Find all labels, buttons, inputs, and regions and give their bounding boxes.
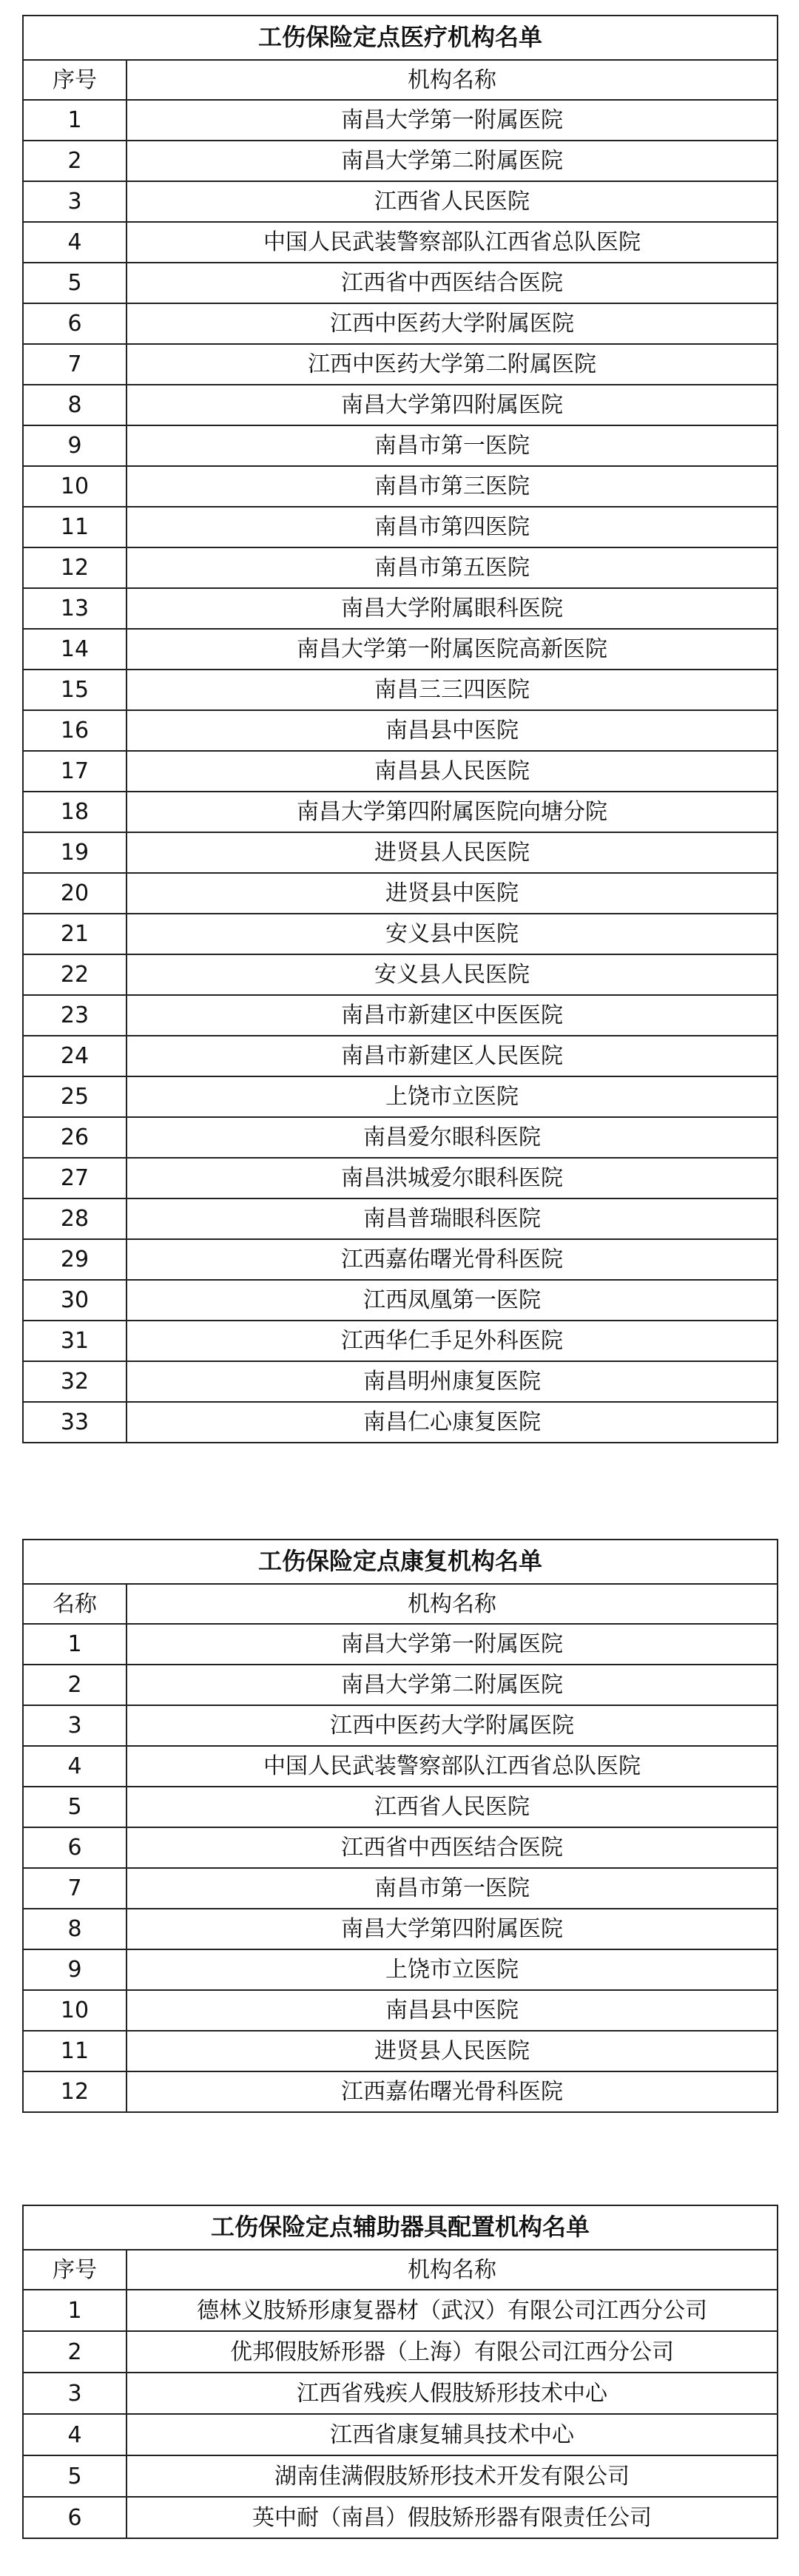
table-row — [23, 1076, 778, 1117]
row-number: 14 — [23, 629, 127, 670]
row-number: 7 — [23, 344, 127, 385]
row-number: 10 — [23, 1990, 127, 2031]
row-number: 7 — [23, 1868, 127, 1909]
table-row — [23, 2373, 778, 2414]
row-number: 30 — [23, 1280, 127, 1321]
institution-name: 进贤县人民医院 — [127, 2031, 778, 2071]
row-number: 2 — [23, 141, 127, 181]
institution-name: 南昌大学第四附属医院 — [127, 1909, 778, 1949]
table-row — [23, 1117, 778, 1158]
table-row — [23, 954, 778, 995]
institution-name: 安义县中医院 — [127, 914, 778, 954]
row-number: 15 — [23, 670, 127, 710]
table-row — [23, 670, 778, 710]
institution-name: 江西省残疾人假肢矫形技术中心 — [127, 2373, 778, 2414]
row-number: 19 — [23, 832, 127, 873]
table-row — [23, 588, 778, 629]
rehab-institutions-table — [22, 1539, 778, 2113]
row-number: 4 — [23, 2414, 127, 2455]
row-number: 25 — [23, 1076, 127, 1117]
row-number: 5 — [23, 2455, 127, 2497]
table-row — [23, 1361, 778, 1402]
institution-name: 江西中医药大学第二附属医院 — [127, 344, 778, 385]
row-number: 9 — [23, 425, 127, 466]
row-number: 1 — [23, 1624, 127, 1665]
table-row — [23, 1624, 778, 1665]
institution-name: 进贤县人民医院 — [127, 832, 778, 873]
table-row — [23, 1990, 778, 2031]
institution-name: 江西省中西医结合医院 — [127, 263, 778, 303]
table-row — [23, 1280, 778, 1321]
table-row — [23, 751, 778, 792]
row-number: 9 — [23, 1949, 127, 1990]
table-row — [23, 263, 778, 303]
table-row — [23, 2031, 778, 2071]
institution-name: 湖南佳满假肢矫形技术开发有限公司 — [127, 2455, 778, 2497]
table-row — [23, 2497, 778, 2538]
institution-name: 南昌大学第二附属医院 — [127, 1665, 778, 1705]
institution-name: 进贤县中医院 — [127, 873, 778, 914]
table-row — [23, 181, 778, 222]
assistive-institutions-table — [22, 2205, 778, 2539]
row-number: 28 — [23, 1198, 127, 1239]
header-num: 名称 — [23, 1584, 127, 1624]
table-row — [23, 303, 778, 344]
row-number: 3 — [23, 2373, 127, 2414]
row-number: 3 — [23, 1705, 127, 1746]
institution-name: 南昌大学第四附属医院向塘分院 — [127, 792, 778, 832]
institution-name: 江西凤凰第一医院 — [127, 1280, 778, 1321]
table-row — [23, 1036, 778, 1076]
institution-name: 德林义肢矫形康复器材（武汉）有限公司江西分公司 — [127, 2290, 778, 2331]
row-number: 2 — [23, 1665, 127, 1705]
institution-name: 南昌县中医院 — [127, 710, 778, 751]
table-row — [23, 1746, 778, 1787]
institution-name: 南昌大学第一附属医院 — [127, 100, 778, 141]
row-number: 26 — [23, 1117, 127, 1158]
institution-name: 南昌市新建区中医医院 — [127, 995, 778, 1036]
row-number: 10 — [23, 466, 127, 507]
table-row — [23, 507, 778, 547]
table-row — [23, 792, 778, 832]
medical-table-title: 工伤保险定点医疗机构名单 — [23, 16, 778, 60]
institution-name: 上饶市立医院 — [127, 1949, 778, 1990]
institution-name: 江西中医药大学附属医院 — [127, 303, 778, 344]
table-row — [23, 1705, 778, 1746]
institution-name: 南昌大学第一附属医院高新医院 — [127, 629, 778, 670]
row-number: 6 — [23, 2497, 127, 2538]
table-row — [23, 1827, 778, 1868]
row-number: 12 — [23, 547, 127, 588]
table-row — [23, 425, 778, 466]
table-row — [23, 385, 778, 425]
row-number: 4 — [23, 1746, 127, 1787]
institution-name: 江西省中西医结合医院 — [127, 1827, 778, 1868]
institution-name: 南昌市新建区人民医院 — [127, 1036, 778, 1076]
table-row — [23, 466, 778, 507]
table-row — [23, 873, 778, 914]
row-number: 3 — [23, 181, 127, 222]
row-number: 2 — [23, 2331, 127, 2373]
institution-name: 安义县人民医院 — [127, 954, 778, 995]
row-number: 6 — [23, 303, 127, 344]
table-row — [23, 914, 778, 954]
institution-name: 南昌大学附属眼科医院 — [127, 588, 778, 629]
table-row — [23, 1868, 778, 1909]
table-row — [23, 832, 778, 873]
row-number: 22 — [23, 954, 127, 995]
header-num: 序号 — [23, 2250, 127, 2290]
row-number: 8 — [23, 385, 127, 425]
header-num: 序号 — [23, 60, 127, 100]
institution-name: 上饶市立医院 — [127, 1076, 778, 1117]
institution-name: 南昌市第四医院 — [127, 507, 778, 547]
table-row — [23, 995, 778, 1036]
assistive-institutions-table-wrap — [22, 2205, 777, 2539]
row-number: 11 — [23, 2031, 127, 2071]
institution-name: 江西嘉佑曙光骨科医院 — [127, 1239, 778, 1280]
institution-name: 南昌大学第一附属医院 — [127, 1624, 778, 1665]
row-number: 18 — [23, 792, 127, 832]
institution-name: 英中耐（南昌）假肢矫形器有限责任公司 — [127, 2497, 778, 2538]
header-name: 机构名称 — [127, 2250, 778, 2290]
table-row — [23, 2290, 778, 2331]
institution-name: 南昌市第一医院 — [127, 1868, 778, 1909]
institution-name: 南昌县中医院 — [127, 1990, 778, 2031]
institution-name: 江西华仁手足外科医院 — [127, 1321, 778, 1361]
row-number: 8 — [23, 1909, 127, 1949]
row-number: 5 — [23, 263, 127, 303]
table-row — [23, 1909, 778, 1949]
header-name: 机构名称 — [127, 1584, 778, 1624]
medical-institutions-table — [22, 15, 778, 1443]
row-number: 29 — [23, 1239, 127, 1280]
institution-name: 江西嘉佑曙光骨科医院 — [127, 2071, 778, 2112]
row-number: 1 — [23, 100, 127, 141]
row-number: 31 — [23, 1321, 127, 1361]
rehab-table-title: 工伤保险定点康复机构名单 — [23, 1540, 778, 1584]
table-row — [23, 141, 778, 181]
institution-name: 江西中医药大学附属医院 — [127, 1705, 778, 1746]
row-number: 27 — [23, 1158, 127, 1198]
table-row — [23, 2414, 778, 2455]
row-number: 12 — [23, 2071, 127, 2112]
institution-name: 南昌三三四医院 — [127, 670, 778, 710]
row-number: 5 — [23, 1787, 127, 1827]
row-number: 24 — [23, 1036, 127, 1076]
row-number: 16 — [23, 710, 127, 751]
row-number: 1 — [23, 2290, 127, 2331]
row-number: 17 — [23, 751, 127, 792]
table-row — [23, 710, 778, 751]
table-row — [23, 547, 778, 588]
row-number: 13 — [23, 588, 127, 629]
row-number: 23 — [23, 995, 127, 1036]
institution-name: 优邦假肢矫形器（上海）有限公司江西分公司 — [127, 2331, 778, 2373]
table-row — [23, 2455, 778, 2497]
institution-name: 南昌洪城爱尔眼科医院 — [127, 1158, 778, 1198]
institution-name: 南昌大学第二附属医院 — [127, 141, 778, 181]
institution-name: 南昌市第一医院 — [127, 425, 778, 466]
table-row — [23, 629, 778, 670]
institution-name: 中国人民武装警察部队江西省总队医院 — [127, 222, 778, 263]
institution-name: 南昌县人民医院 — [127, 751, 778, 792]
table-row — [23, 1321, 778, 1361]
table-row — [23, 1665, 778, 1705]
institution-name: 南昌市第三医院 — [127, 466, 778, 507]
institution-name: 中国人民武装警察部队江西省总队医院 — [127, 1746, 778, 1787]
row-number: 33 — [23, 1402, 127, 1443]
table-row — [23, 2331, 778, 2373]
table-row — [23, 1239, 778, 1280]
row-number: 32 — [23, 1361, 127, 1402]
table-row — [23, 1158, 778, 1198]
row-number: 4 — [23, 222, 127, 263]
institution-name: 南昌仁心康复医院 — [127, 1402, 778, 1443]
assistive-table-title: 工伤保险定点辅助器具配置机构名单 — [23, 2205, 778, 2250]
table-row — [23, 2071, 778, 2112]
table-row — [23, 344, 778, 385]
rehab-institutions-table-wrap — [22, 1539, 777, 2113]
institution-name: 南昌普瑞眼科医院 — [127, 1198, 778, 1239]
institution-name: 南昌市第五医院 — [127, 547, 778, 588]
institution-name: 江西省人民医院 — [127, 1787, 778, 1827]
row-number: 20 — [23, 873, 127, 914]
row-number: 21 — [23, 914, 127, 954]
table-row — [23, 1198, 778, 1239]
table-row — [23, 1949, 778, 1990]
table-row — [23, 100, 778, 141]
table-row — [23, 1402, 778, 1443]
table-row — [23, 222, 778, 263]
institution-name: 江西省人民医院 — [127, 181, 778, 222]
table-row — [23, 1787, 778, 1827]
medical-institutions-table-wrap — [22, 15, 777, 1443]
institution-name: 南昌爱尔眼科医院 — [127, 1117, 778, 1158]
institution-name: 江西省康复辅具技术中心 — [127, 2414, 778, 2455]
header-name: 机构名称 — [127, 60, 778, 100]
row-number: 6 — [23, 1827, 127, 1868]
row-number: 11 — [23, 507, 127, 547]
institution-name: 南昌明州康复医院 — [127, 1361, 778, 1402]
institution-name: 南昌大学第四附属医院 — [127, 385, 778, 425]
